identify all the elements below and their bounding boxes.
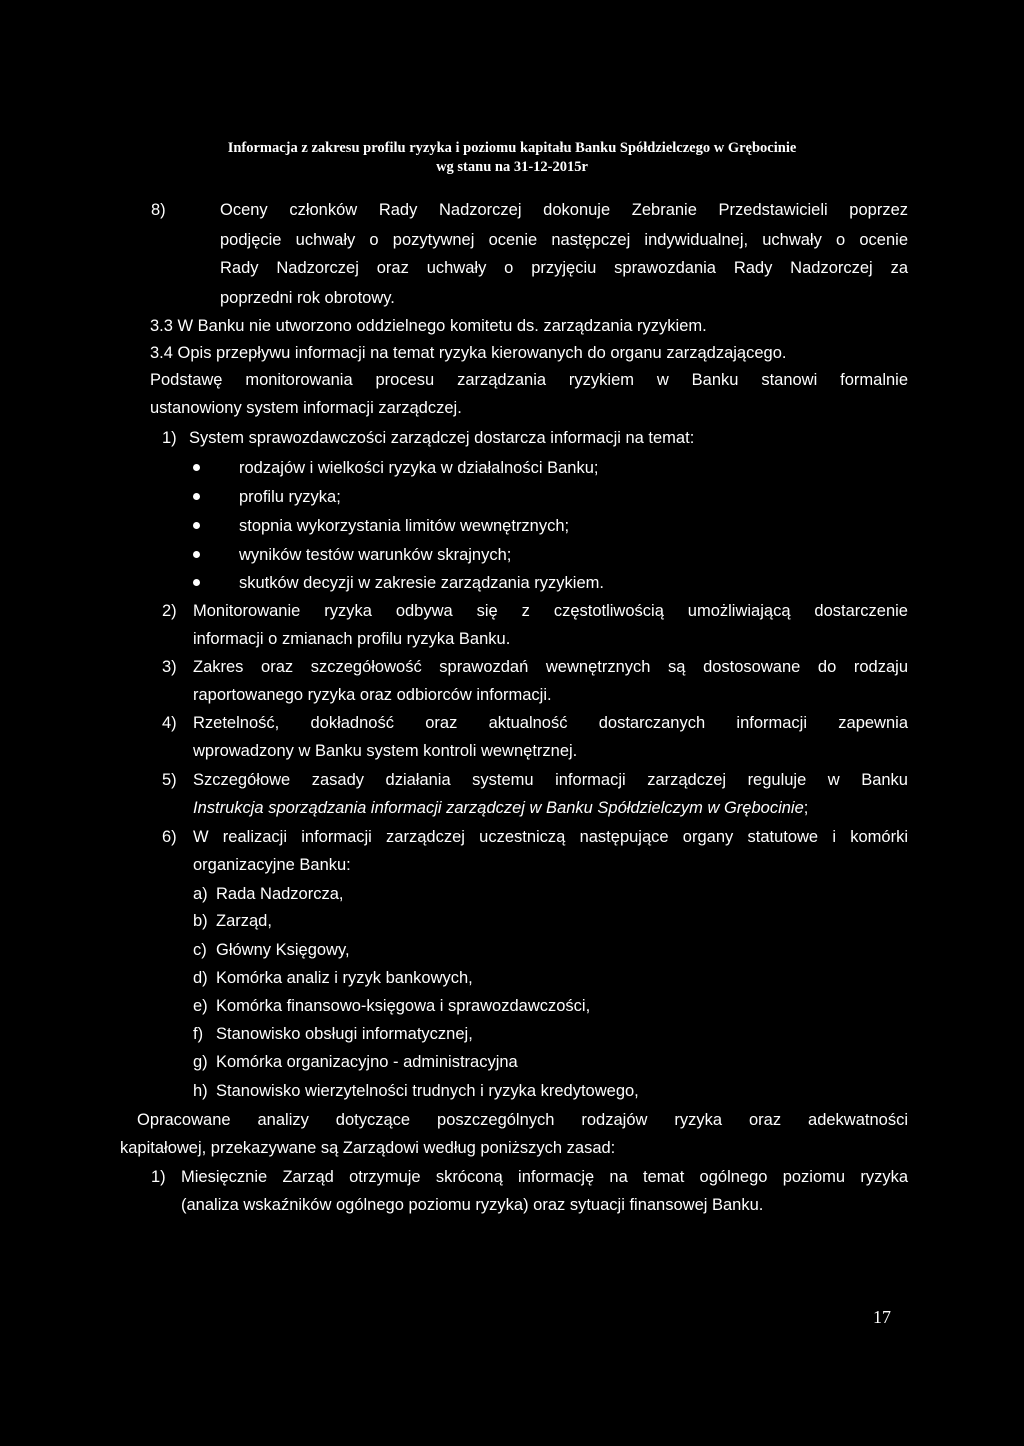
list-2-number: 2) <box>162 602 177 620</box>
subitem-text: Stanowisko wierzytelności trudnych i ryzyka kredytowego, <box>216 1082 639 1100</box>
subitem-text: Komórka finansowo-księgowa i sprawozdawczości, <box>216 997 591 1015</box>
list-6-line-1: W realizacji informacji zarządczej uczestniczą następujące organy statutowe i komórki <box>193 828 908 846</box>
list-4-number: 4) <box>162 714 177 732</box>
list-2-line-1: Monitorowanie ryzyka odbywa się z częstotliwością umożliwiającą dostarczenie <box>193 602 908 620</box>
item-8-line-1: Oceny członków Rady Nadzorczej dokonuje Zebranie Przedstawicieli poprzez <box>220 201 908 219</box>
item-8-number: 8) <box>151 201 166 219</box>
intro-line-2: ustanowiony system informacji zarządczej. <box>150 399 462 417</box>
final-1-number: 1) <box>151 1168 166 1186</box>
header-title: Informacja z zakresu profilu ryzyka i poziomu kapitału Banku Spółdzielczego w Grębocinie <box>227 140 797 156</box>
item-8-line-4: poprzedni rok obrotowy. <box>220 289 395 307</box>
list-3-line-1: Zakres oraz szczegółowość sprawozdań wewnętrznych są dostosowane do rodzaju <box>193 658 908 676</box>
bullet-icon <box>193 551 200 558</box>
subitem-letter: e) <box>193 997 208 1015</box>
bullet-icon <box>193 464 200 471</box>
subitem-text: Rada Nadzorcza, <box>216 885 344 903</box>
list-1-number: 1) <box>162 429 177 447</box>
subitem-letter: f) <box>193 1025 204 1043</box>
subitem-letter: h) <box>193 1082 208 1100</box>
subitem-letter: g) <box>193 1053 208 1071</box>
subitem-text: Komórka analiz i ryzyk bankowych, <box>216 969 473 987</box>
list-6-number: 6) <box>162 828 177 846</box>
list-2-line-2: informacji o zmianach profilu ryzyka Banku. <box>193 630 511 648</box>
bullet-icon <box>193 579 200 586</box>
bullet-item-5: skutków decyzji w zakresie zarządzania ryzykiem. <box>239 574 604 592</box>
final-1-line-1: Miesięcznie Zarząd otrzymuje skróconą informację na temat ogólnego poziomu ryzyka <box>181 1168 908 1186</box>
list-3-number: 3) <box>162 658 177 676</box>
subitem-letter: b) <box>193 912 208 930</box>
list-4-line-1: Rzetelność, dokładność oraz aktualność dostarczanych informacji zapewnia <box>193 714 908 732</box>
list-3-line-2: raportowanego ryzyka oraz odbiorców informacji. <box>193 686 552 704</box>
final-1-line-2: (analiza wskaźników ogólnego poziomu ryzyka) oraz sytuacji finansowej Banku. <box>181 1196 764 1214</box>
list-6-line-2: organizacyjne Banku: <box>193 856 351 874</box>
page-number: 17 <box>873 1307 891 1327</box>
section-3-3: 3.3 W Banku nie utworzono oddzielnego komitetu ds. zarządzania ryzykiem. <box>150 317 707 335</box>
subitem-letter: c) <box>193 941 207 959</box>
section-3-4: 3.4 Opis przepływu informacji na temat ryzyka kierowanych do organu zarządzającego. <box>150 344 787 362</box>
instruction-title: Instrukcja sporządzania informacji zarządczej w Banku Spółdzielczym w Grębocinie <box>193 799 804 817</box>
closing-line-1: Opracowane analizy dotyczące poszczególnych rodzajów ryzyka oraz adekwatności <box>137 1111 908 1129</box>
item-8-line-3: Rady Nadzorczej oraz uchwały o przyjęciu sprawozdania Rady Nadzorczej za <box>220 259 908 277</box>
page-header <box>0 139 1024 177</box>
subitem-letter: d) <box>193 969 208 987</box>
bullet-item-1: rodzajów i wielkości ryzyka w działalności Banku; <box>239 459 599 477</box>
closing-line-2: kapitałowej, przekazywane są Zarządowi według poniższych zasad: <box>120 1139 616 1157</box>
header-date: wg stanu na 31-12-2015r <box>436 159 588 175</box>
subitem-letter: a) <box>193 885 208 903</box>
item-8-line-2: podjęcie uchwały o pozytywnej ocenie następczej indywidualnej, uchwały o ocenie <box>220 231 908 249</box>
subitem-text: Stanowisko obsługi informatycznej, <box>216 1025 473 1043</box>
subitem-text: Komórka organizacyjno - administracyjna <box>216 1053 518 1071</box>
subitem-text: Zarząd, <box>216 912 272 930</box>
bullet-item-2: profilu ryzyka; <box>239 488 341 506</box>
list-1-text: System sprawozdawczości zarządczej dostarcza informacji na temat: <box>189 429 695 447</box>
bullet-icon <box>193 522 200 529</box>
list-5-line-1: Szczegółowe zasady działania systemu informacji zarządczej reguluje w Banku <box>193 771 908 789</box>
list-5-line-2 <box>193 797 808 819</box>
intro-line-1: Podstawę monitorowania procesu zarządzania ryzykiem w Banku stanowi formalnie <box>150 371 908 389</box>
bullet-icon <box>193 493 200 500</box>
bullet-item-3: stopnia wykorzystania limitów wewnętrznych; <box>239 517 570 535</box>
bullet-item-4: wyników testów warunków skrajnych; <box>239 546 512 564</box>
instruction-title-end: ; <box>803 799 809 817</box>
subitem-text: Główny Księgowy, <box>216 941 350 959</box>
list-4-line-2: wprowadzony w Banku system kontroli wewnętrznej. <box>193 742 578 760</box>
list-5-number: 5) <box>162 771 177 789</box>
